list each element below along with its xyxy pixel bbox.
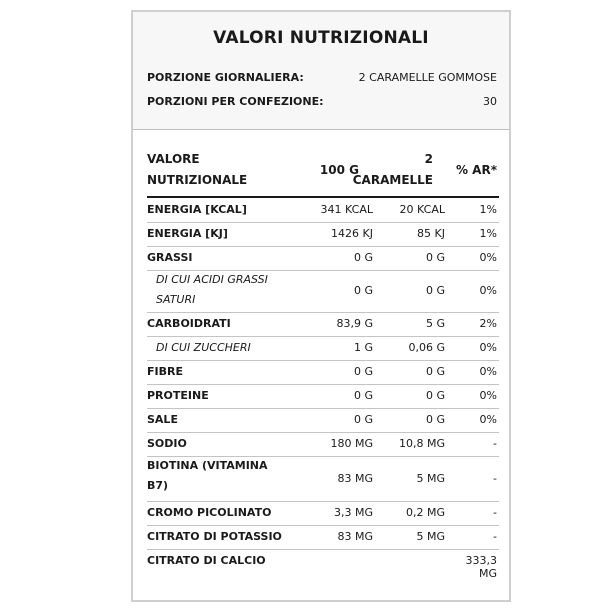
percent-ar: 0%: [479, 251, 497, 264]
nutrient-name: SALE: [147, 413, 178, 426]
nutrient-name: CARBOIDRATI: [147, 317, 231, 330]
nutrient-name: DI CUI ACIDI GRASSI SATURI: [156, 273, 268, 306]
value-per-2-candies: 5 MG: [416, 472, 445, 485]
table-row: [147, 270, 499, 313]
value-per-100g: 180 MG: [330, 437, 373, 450]
percent-ar: 2%: [479, 317, 497, 330]
value-per-2-candies: 5 G: [425, 317, 445, 330]
label-header: [133, 12, 509, 130]
daily-portion-value: 2 CARAMELLE GOMMOSE: [358, 71, 497, 84]
label-title: VALORI NUTRIZIONALI: [213, 28, 429, 48]
value-per-100g: 83 MG: [337, 472, 373, 485]
value-per-2-candies: 20 KCAL: [399, 203, 445, 216]
value-per-2-candies: 0,06 G: [408, 341, 445, 354]
header-nutritional-value: [147, 149, 247, 191]
daily-portion-label: PORZIONE GIORNALIERA:: [147, 71, 304, 84]
value-per-2-candies: 0 G: [425, 413, 445, 426]
nutrient-name: CITRATO DI CALCIO: [147, 554, 266, 567]
table-row: [147, 312, 499, 337]
percent-ar: 1%: [479, 203, 497, 216]
table-row: [147, 198, 499, 223]
nutrient-name: SODIO: [147, 437, 187, 450]
value-per-2-candies: 5 MG: [416, 530, 445, 543]
value-per-100g: 341 KCAL: [320, 203, 373, 216]
nutrient-name: CROMO PICOLINATO: [147, 506, 272, 519]
percent-ar: 0%: [479, 284, 497, 297]
table-row: [147, 360, 499, 385]
table-row: [147, 525, 499, 550]
nutrition-label: [131, 10, 511, 602]
percent-ar: -: [493, 437, 497, 450]
table-row: [147, 246, 499, 271]
percent-ar: 1%: [479, 227, 497, 240]
value-per-100g: 0 G: [353, 251, 373, 264]
portions-per-pack-value: 30: [483, 95, 497, 108]
header-col3-line2: CARAMELLE: [352, 173, 433, 187]
portions-per-pack-row: [147, 95, 497, 111]
header-col1-line2: NUTRIZIONALE: [147, 173, 248, 187]
table-row: [147, 408, 499, 433]
percent-ar: -: [493, 472, 497, 485]
portions-per-pack-label: PORZIONI PER CONFEZIONE:: [147, 95, 324, 108]
percent-ar: 0%: [479, 413, 497, 426]
value-per-100g: 0 G: [353, 365, 373, 378]
value-per-100g: 1 G: [353, 341, 373, 354]
value-per-2-candies: 0,2 MG: [405, 506, 445, 519]
value-per-100g: 83,9 G: [336, 317, 373, 330]
value-per-100g: 0 G: [353, 389, 373, 402]
value-per-100g: 0 G: [353, 284, 373, 297]
value-per-100g: 3,3 MG: [333, 506, 373, 519]
percent-ar: 0%: [479, 389, 497, 402]
table-row: [147, 222, 499, 247]
header-per-2-candies: [345, 149, 433, 191]
percent-ar: 333,3 MG: [465, 554, 497, 580]
table-row: [147, 432, 499, 457]
nutrient-name: PROTEINE: [147, 389, 209, 402]
value-per-2-candies: 0 G: [425, 284, 445, 297]
nutrient-name: CITRATO DI POTASSIO: [147, 530, 282, 543]
value-per-100g: 1426 KJ: [331, 227, 373, 240]
nutrient-name: ENERGIA [KJ]: [147, 227, 228, 240]
nutrient-name: FIBRE: [147, 365, 183, 378]
table-row: [147, 456, 499, 502]
value-per-2-candies: 10,8 MG: [398, 437, 445, 450]
value-per-2-candies: 0 G: [425, 365, 445, 378]
percent-ar: 0%: [479, 365, 497, 378]
value-per-2-candies: 0 G: [425, 251, 445, 264]
nutrient-name: DI CUI ZUCCHERI: [156, 341, 251, 354]
value-per-100g: 0 G: [353, 413, 373, 426]
header-per-100g: 100 G: [319, 163, 359, 177]
nutrient-name: BIOTINA (VITAMINA B7): [147, 459, 268, 492]
table-row: [147, 384, 499, 409]
percent-ar: -: [493, 530, 497, 543]
header-col3-line1: 2: [424, 152, 433, 166]
percent-ar: -: [493, 506, 497, 519]
percent-ar: 0%: [479, 341, 497, 354]
table-row: [147, 336, 499, 361]
table-row: [147, 501, 499, 526]
value-per-2-candies: 0 G: [425, 389, 445, 402]
header-percent-ar: % AR*: [455, 163, 497, 177]
header-col1-line1: VALORE: [147, 152, 200, 166]
nutrient-name: GRASSI: [147, 251, 193, 264]
value-per-100g: 83 MG: [337, 530, 373, 543]
table-row: [147, 549, 499, 580]
value-per-2-candies: 85 KJ: [417, 227, 445, 240]
daily-portion-row: [147, 71, 497, 87]
nutrient-name: ENERGIA [KCAL]: [147, 203, 247, 216]
